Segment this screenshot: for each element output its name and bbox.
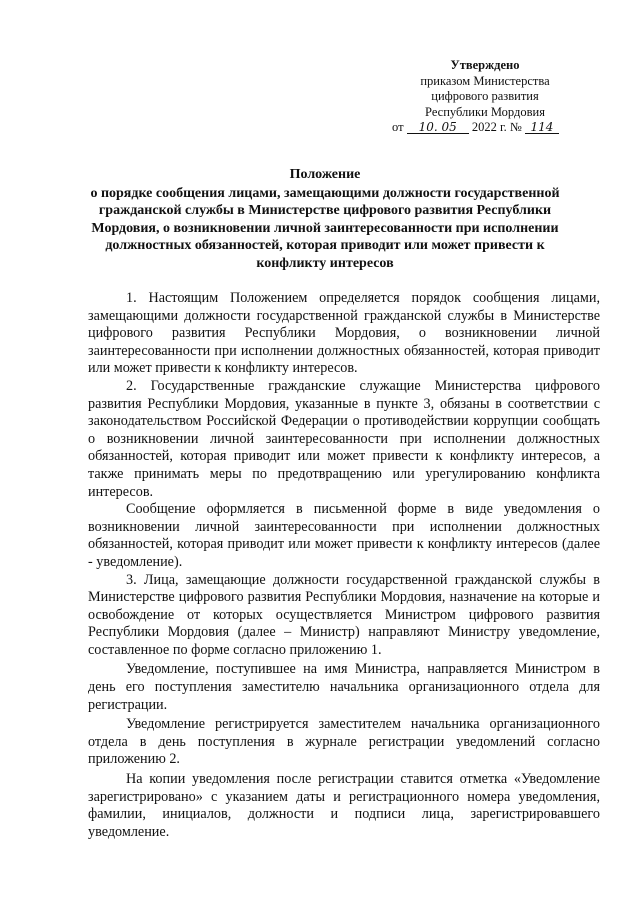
approval-line-3: Республики Мордовия (425, 104, 545, 119)
approval-line-2: цифрового развития (431, 89, 539, 103)
document-title (75, 166, 575, 272)
document-body (88, 290, 600, 841)
approval-from-prefix: от (392, 120, 404, 134)
paragraph-5: Уведомление, поступившее на имя Министра, направляется Министром в день его поступления заместителю начальника организационного отдела для регистрации. (88, 661, 600, 713)
paragraph-3: Сообщение оформляется в письменной форме в виде уведомления о возникновении личной заинтересованности при исполнении должностных обязанностей, которая приводит или может привести к конфликту интересов (далее - уведомление). (88, 501, 600, 570)
approval-year-text: 2022 г. № (471, 120, 522, 134)
paragraph-4: 3. Лица, замещающие должности государственной гражданской службы в Министерстве цифрового развития Республики Мордовия, назначение на которые и освобождение от которых осуществляется Министром цифрового развития Республики Мордовия (далее – Министр) направляют Министру уведомление, составленное по форме согласно приложению 1. (88, 571, 600, 658)
paragraph-2: 2. Государственные гражданские служащие Министерства цифрового развития Республики Мордовия, указанные в пункте 3, обязаны в соответствии с законодательством Российской Федерации о противодействии коррупции сообщать о возникновении личной заинтересованности при исполнении должностных обязанностей, которая приводит или может привести к конфликту интересов, а также принимать меры по предотвращению или урегулированию конфликта интересов. (88, 377, 600, 500)
approval-stamp (390, 58, 580, 136)
approval-line-1: приказом Министерства (420, 73, 550, 88)
paragraph-1: 1. Настоящим Положением определяется порядок сообщения лицами, замещающими должности государственной гражданской службы в Министерстве цифрового развития Республики Мордовия, о возникновении личной заинтересованности при исполнении должностных обязанностей, которая приводит или может привести к конфликту интересов. (88, 290, 600, 377)
approval-date-handwritten: 10. 05 (407, 121, 469, 134)
title-heading: Положение (289, 167, 361, 182)
paragraph-6: Уведомление регистрируется заместителем начальника организационного отдела в день поступления в журнале регистрации уведомлений согласно приложению 2. (88, 716, 600, 768)
title-subtitle: о порядке сообщения лицами, замещающими должности государственной гражданской службы в Министерстве цифрового развития Республики Мордовия, о возникновении личной заинтересованности при исполнении должностных обязанностей, которая приводит или может привести к конфликту интересов (90, 185, 560, 271)
approval-heading: Утверждено (450, 58, 520, 72)
approval-number-handwritten: 114 (525, 121, 559, 134)
approval-date-line (392, 120, 580, 136)
paragraph-7: На копии уведомления после регистрации ставится отметка «Уведомление зарегистрировано» с указанием даты и регистрационного номера уведомления, фамилии, инициалов, должности и подписи лица, зарегистрировавшего уведомление. (88, 771, 600, 840)
